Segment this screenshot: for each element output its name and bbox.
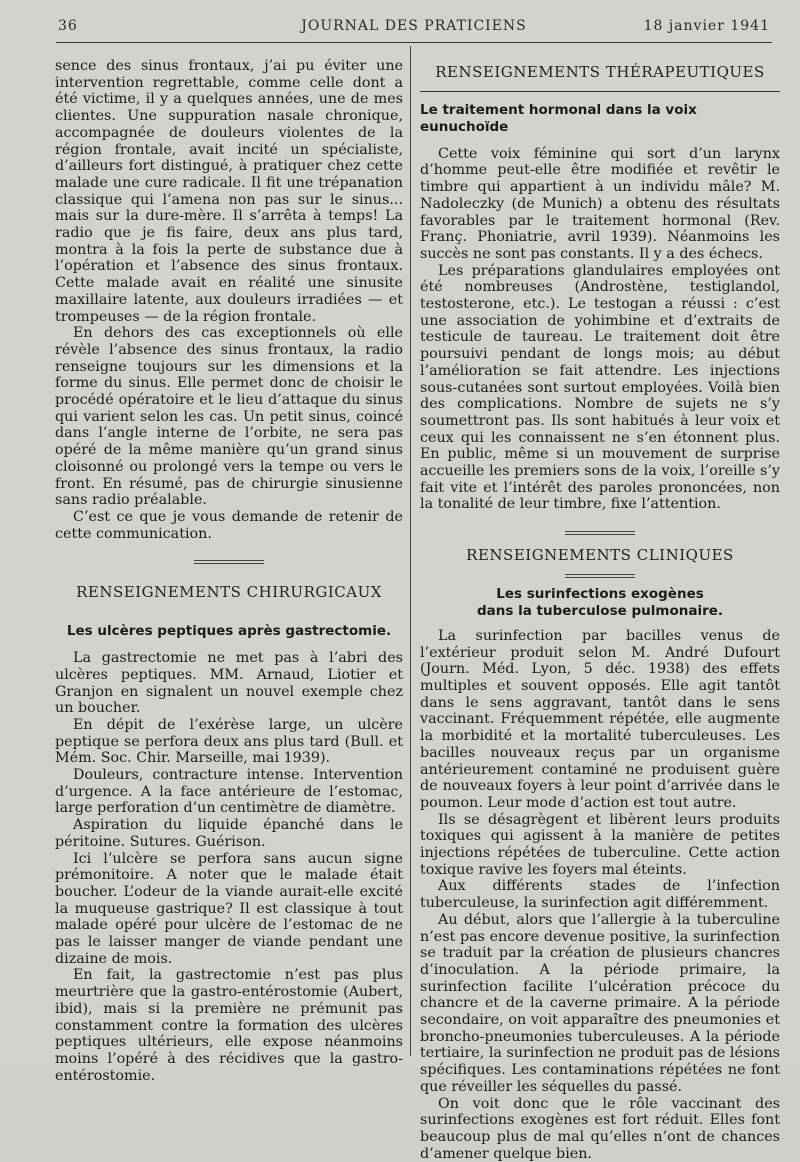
paragraph: Ici l’ulcère se perfora sans aucun signe prémonitoire. A noter que le malade était boucher. L’odeur de la viande aurait-elle excité la muqueuse gastrique? Il est classique à tout malade opéré pour ulcère de l’estomac de ne pas le laisser manger de viande pendant une dizaine de mois. <box>55 850 403 967</box>
article-title <box>420 586 780 620</box>
paragraph: Cette voix féminine qui sort d’un larynx d’homme peut-elle être modifiée et revêtir le timbre qui appartient à un individu mâle? M. Nadoleczky (de Munich) a obtenu des résultats favorables par le traitement hormonal (Rev. Franç. Phoniatrie, avril 1939). Néanmoins les succès ne sont pas constants. Il y a des échecs. <box>420 145 780 262</box>
running-header <box>58 18 770 38</box>
section-separator <box>194 560 264 564</box>
paragraph: sence des sinus frontaux, j’ai pu éviter une intervention regrettable, comme celle dont a été victime, il y a quelques années, une de mes clientes. Une suppuration nasale chronique, accompagnée de douleurs violentes de la région frontale, avait incité un spécialiste, d’ailleurs fort distingué, à pratiquer chez cette malade une cure radicale. Il fit une trépanation classique qui l’amena non pas sur le sinus... mais sur la dure-mère. Il s’arrêta à temps! La radio que je fis faire, deux ans plus tard, montra à la fois la perte de substance due à l’opération et l’absence des sinus frontaux. Cette malade avait en réalité une sinusite maxillaire latente, aux douleurs irradiées — et trompeuses — de la région frontale. <box>55 58 403 325</box>
paragraph: Ils se désagrègent et libèrent leurs produits toxiques qui agissent à la manière de petites injections répétées de tuberculine. Cette action toxique ravive les foyers mal éteints. <box>420 811 780 878</box>
paragraph: On voit donc que le rôle vaccinant des surinfections exogènes est fort réduit. Elles font beaucoup plus de mal qu’elles n’ont de chances d’amener quelque bien. <box>420 1095 780 1162</box>
paragraph: Douleurs, contracture intense. Intervention d’urgence. A la face antérieure de l’estomac, large perforation d’un centimètre de diamètre. <box>55 767 403 817</box>
page-number: 36 <box>58 18 78 34</box>
article-title-line: dans la tuberculose pulmonaire. <box>476 602 724 619</box>
left-column <box>55 58 403 1084</box>
paragraph: C’est ce que je vous demande de retenir de cette communication. <box>55 508 403 542</box>
article-title: Le traitement hormonal dans la voix eunuchoïde <box>420 101 697 135</box>
issue-date: 18 janvier 1941 <box>643 18 770 34</box>
section-separator <box>565 574 635 578</box>
section-separator <box>565 531 635 535</box>
right-column <box>420 58 780 1162</box>
paragraph: Aux différents stades de l’infection tuberculeuse, la surinfection agit différemment. <box>420 878 780 912</box>
paragraph: En dehors des cas exceptionnels où elle révèle l’absence des sinus frontaux, la radio renseigne toujours sur les dimensions et la forme du sinus. Elle permet donc de choisir le procédé opératoire et le lieu d’attaque du sinus qui varient selon les cas. Un petit sinus, coincé dans l’angle interne de l’orbite, ne sera pas opéré de la même manière qu’un grand sinus cloisonné ou prolongé vers la tempe ou vers le front. En résumé, pas de chirurgie sinusienne sans radio préalable. <box>55 325 403 509</box>
paragraph: Aspiration du liquide épanché dans le péritoine. Sutures. Guérison. <box>55 817 403 850</box>
paragraph: Les préparations glandulaires employées ont été nombreuses (Androstène, testiglandol, testosterone, etc.). Le testogan a réussi : c’est une association de yohimbine et d’extraits de testicule de taureau. Le traitement doit être poursuivi pendant de longs mois; au début l’amélioration se fait attendre. Les injections sous-cutanées sont surtout employées. Voilà bien des complications. Nombre de sujets ne s’y soumettront pas. Ils sont habitués à leur voix et ceux qui les connaissent ne s’en étonnent plus. En public, même si un mouvement de surprise accueille les premiers sons de la voix, l’oreille s’y fait vite et l’intérêt des paroles prononcées, non la tonalité de leur timbre, fixe l’attention. <box>420 262 780 513</box>
paragraph: En fait, la gastrectomie n’est pas plus meurtrière que la gastro-entérostomie (Aubert, ibid), mais si la première ne prémunit pas constamment contre la formation des ulcères peptiques ultérieurs, elle expose néanmoins moins l’opéré à des récidives que la gastro-entérostomie. <box>55 967 403 1084</box>
paragraph: La gastrectomie ne met pas à l’abri des ulcères peptiques. MM. Arnaud, Liotier et Granjon en signalent un nouvel exemple chez un boucher. <box>55 650 403 717</box>
column-divider <box>410 46 411 1056</box>
article-title: Les ulcères peptiques après gastrectomie. <box>66 623 392 640</box>
section-heading: RENSEIGNEMENTS CLINIQUES <box>466 546 734 565</box>
paragraph: En dépit de l’exérèse large, un ulcère peptique se perfora deux ans plus tard (Bull. et Mém. Soc. Chir. Marseille, mai 1939). <box>55 716 403 767</box>
article-title-line: Les surinfections exogènes <box>496 585 704 602</box>
header-rule <box>56 42 772 43</box>
journal-title: JOURNAL DES PRATICIENS <box>301 18 527 34</box>
paragraph: La surinfection par bacilles venus de l’extérieur produit selon M. André Dufourt (Journ. Méd. Lyon, 5 déc. 1938) des effets multiples et souvent opposés. Elle agit tantôt dans le sens aggravant, tantôt dans le sens vaccinant. Fréquemment répétée, elle augmente la morbidité et la mortalité tuberculeuses. Les bacilles nouveaux reçus par un organisme antérieurement contaminé ne produisent guère de nouveaux foyers à leur point d’arrivée dans le poumon. Leur mode d’action est tout autre. <box>420 627 780 811</box>
paragraph: Au début, alors que l’allergie à la tuberculine n’est pas encore devenue positive, la surinfection se traduit par la création de plusieurs chancres d’inoculation. A la période primaire, la surinfection facilite l’ulcération précoce du chancre et de la caverne primaire. A la période secondaire, on voit apparaître des pneumonies et broncho-pneumonies tuberculeuses. A la période tertiaire, la surinfection ne produit pas de lésions spécifiques. Les contaminations répétées ne font que réveiller les séquelles du passé. <box>420 911 780 1095</box>
section-heading: RENSEIGNEMENTS THÉRAPEUTIQUES <box>420 58 780 92</box>
section-heading: RENSEIGNEMENTS CHIRURGICAUX <box>76 583 382 602</box>
